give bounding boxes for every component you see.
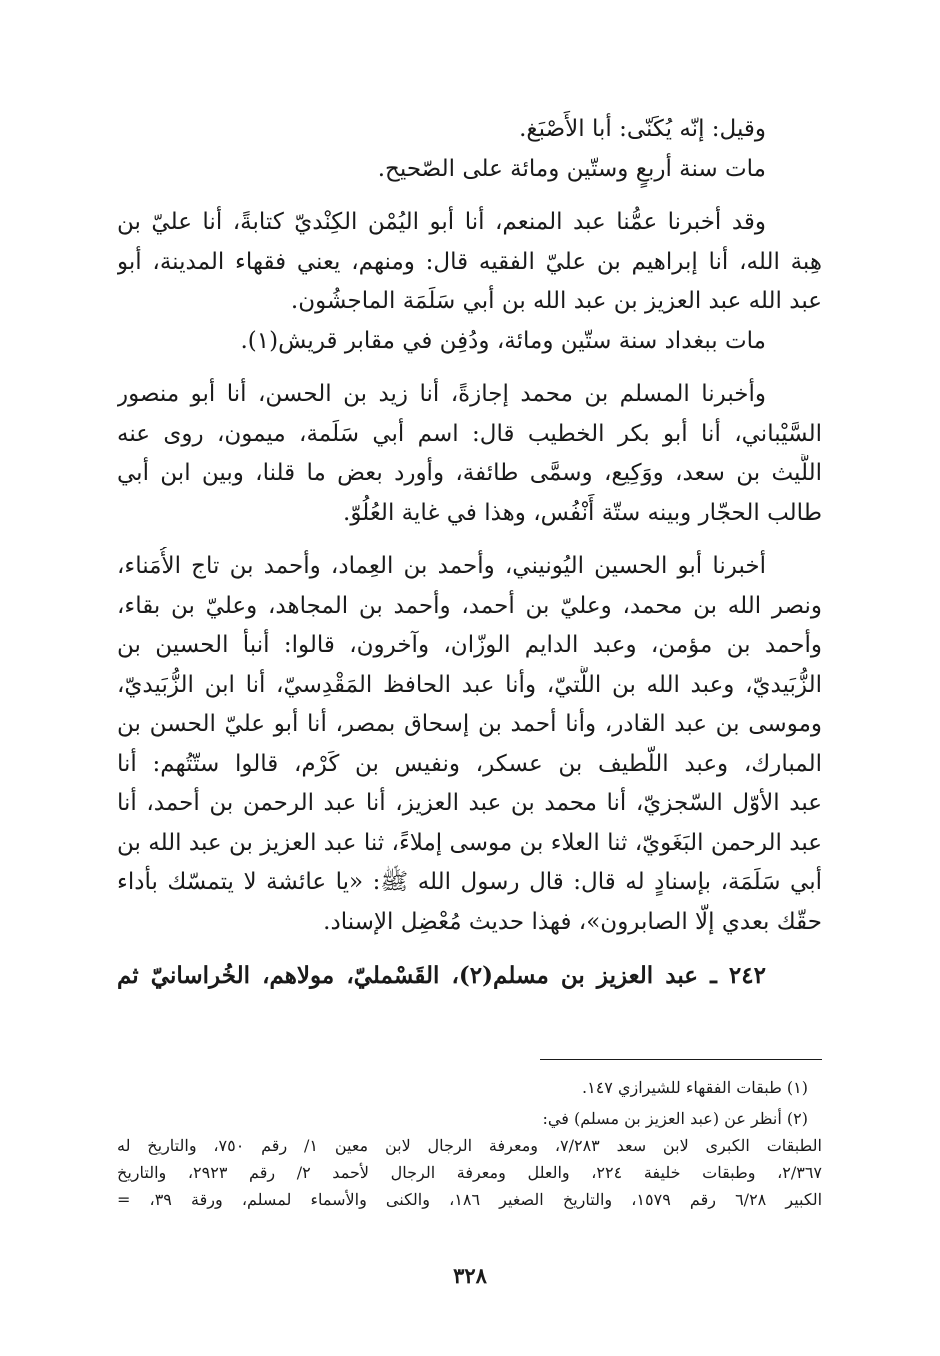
text-line: السَّيْباني، أنا أبو بكر الخطيب قال: اسم أبي سَلَمة، ميمون، روى عنه <box>117 420 822 447</box>
footnote-1: (١) طبقات الفقهاء للشيرازي ١٤٧. <box>582 1078 808 1097</box>
biography-heading: ٢٤٢ ـ عبد العزيز بن مسلم(٢)، القَسْمليّ، مولاهم، الخُراسانيّ ثم <box>117 962 766 989</box>
text-line: اللَّيث بن سعد، ووَكِيع، وسمَّى طائفة، وأورد بعض ما قلنا، وبين ابن أبي <box>117 460 822 486</box>
footnote-2-title: (٢) أنظر عن (عبد العزيز بن مسلم) في: <box>542 1109 808 1128</box>
text-line: ونصر الله بن محمد، وعليّ بن أحمد، وأحمد بن المجاهد، وعليّ بن بقاء، <box>117 592 822 619</box>
main-text <box>117 110 822 996</box>
text-line: أبي سَلَمَة، بإسنادٍ له قال: قال رسول الله ﷺ: «يا عائشة لا يتمسّك بأداء <box>117 869 822 895</box>
footnote-divider <box>540 1059 822 1060</box>
footnote-2-line: الكبير ٦/٢٨ رقم ١٥٧٩، والتاريخ الصغير ١٨٦، والكنى والأسماء لمسلم، ورقة ٣٩، = <box>117 1190 822 1209</box>
text-line: الزُّبَيديّ، وعبد الله بن اللُّتيّ، وأنا عبد الحافظ المَقْدِسيّ، أنا ابن الزُّبَيديّ، <box>117 671 822 698</box>
text-line: وقد أخبرنا عمُّنا عبد المنعم، أنا أبو اليُمْن الكِنْديّ كتابةً، أنا عليّ بن <box>117 209 766 235</box>
text-line: وأخبرنا المسلم بن محمد إجازةً، أنا زيد بن الحسن، أنا أبو منصور <box>117 381 766 407</box>
text-line: المبارك، وعبد اللّطيف بن عسكر، ونفيس بن كَرْم، قالوا ستّتُهم: أنا <box>117 750 822 777</box>
footnotes <box>117 1074 822 1213</box>
footnote-2-line: ٢/٣٦٧، وطبقات خليفة ٢٢٤، والعلل ومعرفة الرجال لأحمد ٢/ رقم ٢٩٢٣، والتاريخ <box>117 1163 822 1182</box>
text-line: وأحمد بن مؤمن، وعبد الدايم الوزّان، وآخرون، قالوا: أنبأ الحسين بن <box>117 632 822 658</box>
text-line: عبد الله عبد العزيز بن عبد الله بن أبي سَلَمَة الماجشُون. <box>290 288 822 314</box>
text-line: مات ببغداد سنة ستّين ومائة، ودُفِن في مقابر قريش(١). <box>240 327 766 354</box>
text-line: أخبرنا أبو الحسين اليُونيني، وأحمد بن العِماد، وأحمد بن تاج الأُمَناء، <box>117 553 766 579</box>
text-line: طالب الحجّار وبينه ستّة أَنْفُس، وهذا في غاية العُلُوّ. <box>343 499 822 526</box>
text-line: عبد الأوّل السّجزيّ، أنا محمد بن عبد العزيز، أنا عبد الرحمن بن أحمد، أنا <box>117 790 822 816</box>
text-line: مات سنة أربعٍ وستّين ومائة على الصّحيح. <box>377 155 766 182</box>
page-number: ٣٢٨ <box>453 1263 487 1288</box>
text-line: حقّك بعدي إلّا الصابرون»، فهذا حديث مُعْضِل الإسناد. <box>323 908 822 935</box>
text-line: وقيل: إنّه يُكَنّى: أبا الأَصْبَغ. <box>519 116 766 142</box>
text-line: عبد الرحمن البَغَويّ، ثنا العلاء بن موسى إملاءً، ثنا عبد العزيز بن عبد الله بن <box>117 829 822 856</box>
footnote-2-line: الطبقات الكبرى لابن سعد ٧/٢٨٣، ومعرفة الرجال لابن معين ١/ رقم ٧٥٠، والتاريخ له <box>117 1136 822 1155</box>
text-line: هِبة الله، أنا إبراهيم بن عليّ الفقيه قال: ومنهم، يعني فقهاء المدينة، أبو <box>117 248 822 275</box>
text-line: وموسى بن عبد القادر، وأنا أحمد بن إسحاق بمصر، أنا أبو عليّ الحسن بن <box>117 711 822 737</box>
